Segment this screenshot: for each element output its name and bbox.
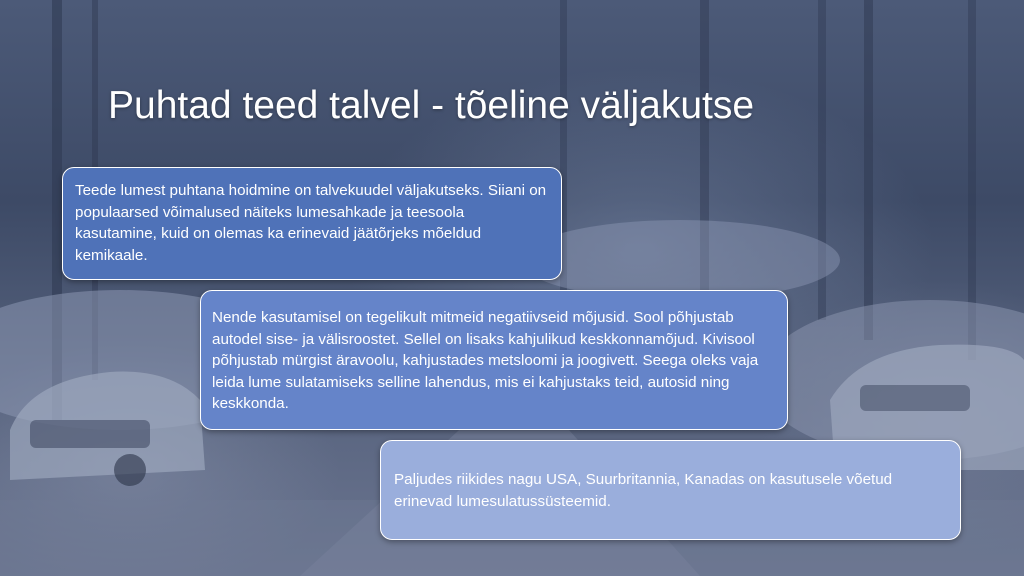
text-box-negative-effects: Nende kasutamisel on tegelikult mitmeid negatiivseid mõjusid. Sool põhjustab autodel sise- ja välisroostet. Sellel on lisaks kahjulikud keskkonnamõjud. Kivisool põhjustab mürgist äravoolu, kahjustades metsloomi ja joogivett. Seega oleks vaja leida lume sulatamiseks selline lahendus, mis ei kahjustaks teid, autosid ning keskkonda.	[200, 290, 788, 430]
snow-bank	[520, 220, 840, 300]
text-box-snow-melting-systems: Paljudes riikides nagu USA, Suurbritannia, Kanadas on kasutusele võetud erinevad lumesulatussüsteemid.	[380, 440, 961, 540]
slide-title: Puhtad teed talvel - tõeline väljakutse	[108, 84, 755, 127]
car-window	[860, 385, 970, 411]
car-window	[30, 420, 150, 448]
car-wheel	[114, 454, 146, 486]
utility-pole	[864, 0, 873, 340]
text-box-snow-removal: Teede lumest puhtana hoidmine on talvekuudel väljakutseks. Siiani on populaarsed võimalused näiteks lumesahkade ja teesoola kasutamine, kuid on olemas ka erinevaid jäätõrjeks mõeldud kemikaale.	[62, 167, 562, 280]
